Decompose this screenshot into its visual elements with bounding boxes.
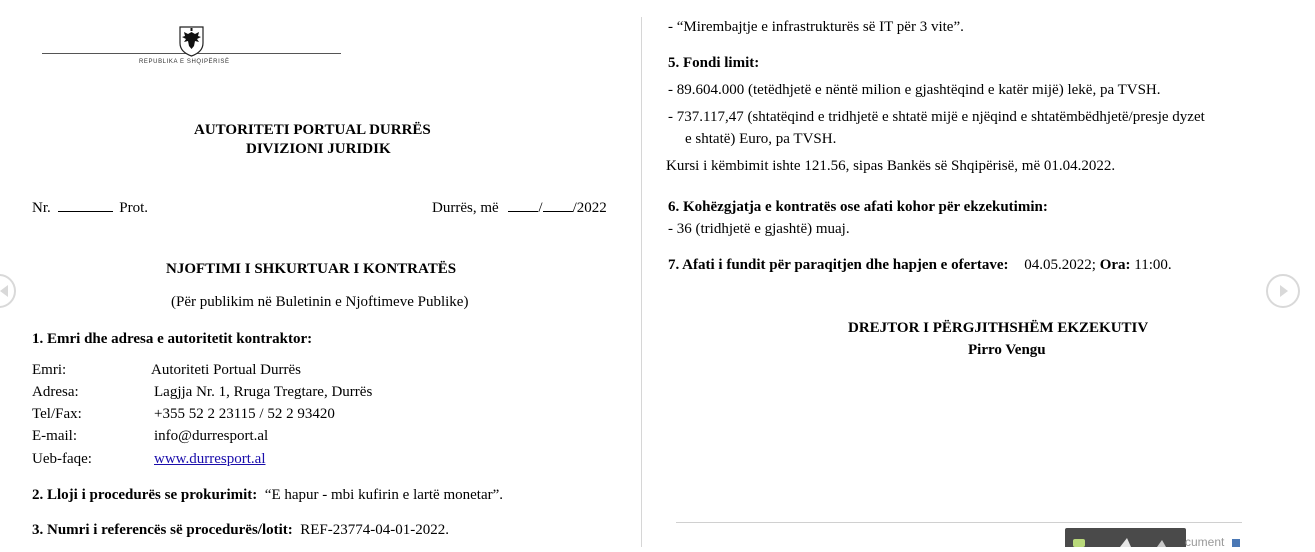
section-7-date: 04.05.2022; (1024, 257, 1096, 273)
viewer-toolbar-popup[interactable] (1065, 528, 1186, 547)
contact-value-address: Lagjja Nr. 1, Rruga Tregtare, Durrës (154, 384, 373, 400)
exchange-rate: Kursi i këmbimit ishte 121.56, sipas Bankës së Shqipërisë, më 01.04.2022. (666, 158, 1116, 174)
section-3-value: REF-23774-04-01-2022. (300, 522, 450, 538)
chevron-right-icon (1268, 276, 1298, 306)
contact-label-name: Emri: (32, 362, 67, 378)
chevron-left-icon (0, 276, 14, 306)
section-7-time: 11:00. (1134, 257, 1172, 273)
notice-subtitle: (Për publikim në Buletinin e Njoftimeve Publike) (171, 294, 469, 310)
nr-label: Nr. (32, 200, 51, 216)
contact-value-phone: +355 52 2 23115 / 52 2 93420 (154, 406, 335, 422)
previous-page-button[interactable] (0, 274, 16, 308)
nr-blank (58, 199, 113, 212)
toolbar-icons (1065, 528, 1186, 547)
page-divider (641, 17, 642, 547)
footer-line (676, 522, 1242, 523)
date-prefix: Durrës, më (432, 200, 499, 216)
section-7-title: 7. Afati i fundit për paraqitjen dhe hapjen e ofertave: (668, 257, 1009, 273)
day-blank (508, 199, 538, 212)
section-6-value: - 36 (tridhjetë e gjashtë) muaj. (668, 221, 850, 237)
contact-label-phone: Tel/Fax: (32, 406, 82, 422)
section-5-title: 5. Fondi limit: (668, 55, 760, 71)
section-6-title: 6. Kohëzgjatja e kontratës ose afati kohor për ekzekutimin: (668, 199, 1048, 215)
section-1-title: 1. Emri dhe adresa e autoritetit kontraktor: (32, 331, 313, 347)
contact-label-email: E-mail: (32, 428, 77, 444)
authority-name: AUTORITETI PORTUAL DURRËS (194, 122, 431, 138)
fund-lek: - 89.604.000 (tetëdhjetë e nëntë milion e gjashtëqind e katër mijë) lekë, pa TVSH. (668, 82, 1161, 98)
signer-name: Pirro Vengu (968, 342, 1046, 358)
section-2-value: “E hapur - mbi kufirin e lartë monetar”. (264, 487, 504, 503)
section-3-title: 3. Numri i referencës së procedurës/lotit: (32, 522, 293, 538)
date-year: /2022 (572, 200, 607, 216)
section-7 (668, 257, 1172, 274)
footer-square-icon (1232, 539, 1240, 547)
object-line: - “Mirembajtje e infrastrukturës së IT për 3 vite”. (668, 19, 964, 35)
contact-value-name: Autoriteti Portual Durrës (151, 362, 301, 378)
website-link[interactable]: www.durresport.al (154, 451, 266, 467)
albania-coat-of-arms-icon (178, 25, 205, 57)
contact-label-address: Adresa: (32, 384, 79, 400)
document-date (432, 199, 607, 217)
division-name: DIVIZIONI JURIDIK (246, 141, 391, 157)
section-3 (32, 522, 449, 539)
section-7-time-label: Ora: (1099, 257, 1131, 273)
contact-label-website: Ueb-faqe: (32, 451, 92, 467)
section-2-title: 2. Lloji i procedurës se prokurimit: (32, 487, 258, 503)
fund-euro-line-2: e shtatë) Euro, pa TVSH. (685, 131, 837, 147)
fund-euro-line-1: - 737.117,47 (shtatëqind e tridhjetë e shtatë mijë e njëqind e shtatëmbëdhjetë/presje dyzet (668, 109, 1205, 125)
section-2 (32, 487, 503, 504)
prot-label: Prot. (119, 200, 149, 216)
protocol-number (32, 199, 148, 217)
logo-caption: REPUBLIKA E SHQIPËRISË (139, 59, 230, 65)
notice-title: NJOFTIMI I SHKURTUAR I KONTRATËS (166, 261, 457, 277)
footer-partial-label: cument (1185, 535, 1225, 549)
next-page-button[interactable] (1266, 274, 1300, 308)
signer-title: DREJTOR I PËRGJITHSHËM EKZEKUTIV (848, 320, 1149, 336)
date-separator: / (538, 200, 543, 216)
contact-value-email: info@durresport.al (154, 428, 269, 444)
month-blank (543, 199, 573, 212)
